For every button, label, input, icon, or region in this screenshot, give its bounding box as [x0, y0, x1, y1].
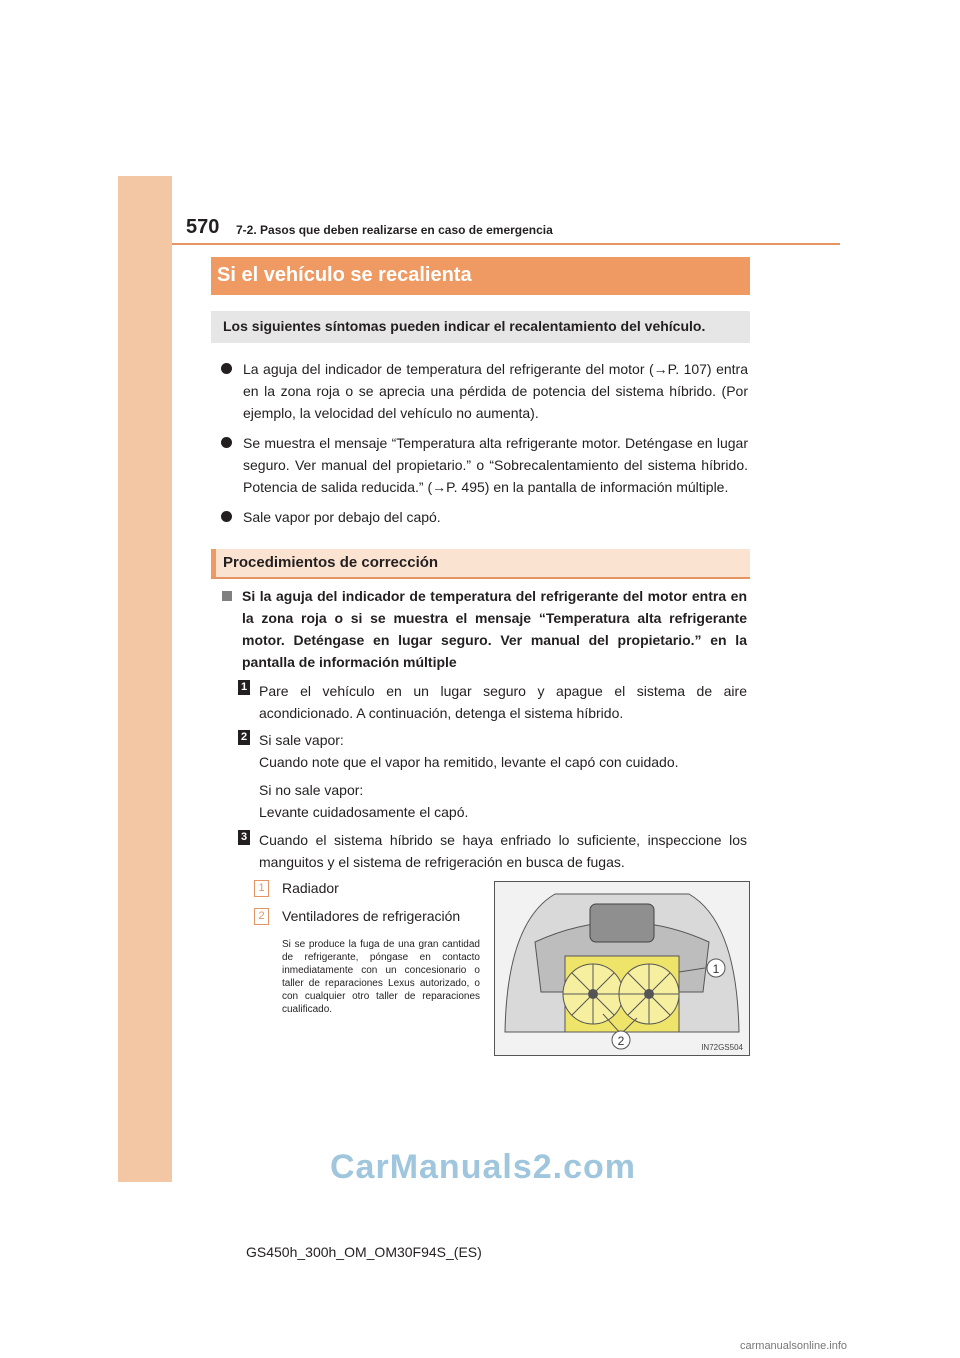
- bullet-icon: [221, 511, 232, 522]
- list-item: [221, 358, 748, 424]
- page-title: Si el vehículo se recalienta: [217, 264, 472, 286]
- legend-number-1: 1: [254, 880, 269, 897]
- legend-number-2: 2: [254, 908, 269, 925]
- step-1-text: Pare el vehículo en un lugar seguro y apague el sistema de aire acondicionado. A continuación, detenga el sistema híbrido.: [259, 683, 747, 721]
- bullet-text: La aguja del indicador de temperatura del refrigerante del motor (→P. 107) entra en la zona roja o se aprecia una pérdida de potencia del sistema híbrido. (Por ejemplo, la velocidad del vehículo no aumenta).: [243, 361, 748, 421]
- procedures-heading: Procedimientos de corrección: [223, 554, 439, 571]
- step-2-text-b: Levante cuidadosamente el capó.: [259, 804, 469, 820]
- title-bar: [211, 257, 750, 295]
- coolant-leak-note: Si se produce la fuga de una gran cantidad de refrigerante, póngase en contacto inmediatamente con un concesionario o taller de reparaciones Lexus autorizado, o con cualquier otro taller de reparaciones cualificado.: [282, 939, 480, 1015]
- step-badge-1: 1: [238, 680, 250, 695]
- svg-text:1: 1: [712, 962, 720, 976]
- bullet-icon: [221, 437, 232, 448]
- procedure-subheading: Si la aguja del indicador de temperatura del refrigerante del motor entra en la zona roja o si se muestra el mensaje “Temperatura alta refrigerante motor. Deténgase en lugar seguro. Ver manual del propietario.” en la pantalla de información múltiple: [222, 585, 747, 673]
- legend-label-radiator: Radiador: [282, 880, 339, 896]
- header-rule: [172, 243, 840, 245]
- list-item: [221, 432, 748, 498]
- step-2-text-a: Cuando note que el vapor ha remitido, levante el capó con cuidado.: [259, 754, 679, 770]
- section-title: 7-2. Pasos que deben realizarse en caso de emergencia: [236, 223, 553, 237]
- square-bullet-icon: [222, 591, 232, 601]
- legend-label-fans: Ventiladores de refrigeración: [282, 908, 461, 924]
- bullet-icon: [221, 363, 232, 374]
- intro-text: Los siguientes síntomas pueden indicar el recalentamiento del vehículo.: [223, 318, 706, 334]
- bullet-text: Se muestra el mensaje “Temperatura alta refrigerante motor. Deténgase en lugar seguro. Ver manual del propietario.” o “Sobrecalentamiento del sistema híbrido. Potencia de salida reducida.” (→P. 495) en la pantalla de información múltiple.: [243, 435, 748, 495]
- step-badge-2: 2: [238, 730, 250, 745]
- site-footer: carmanualsonline.info: [740, 1340, 848, 1352]
- procedures-heading-bar: [211, 549, 750, 579]
- side-tab-band: [118, 176, 172, 1182]
- watermark-logo: CarManuals2.com: [330, 1148, 636, 1186]
- figure-code: IN72GS504: [701, 1043, 743, 1052]
- bullet-text: Sale vapor por debajo del capó.: [243, 509, 441, 525]
- step-3-text: Cuando el sistema híbrido se haya enfriado lo suficiente, inspeccione los manguitos y el sistema de refrigeración en busca de fugas.: [259, 832, 747, 870]
- svg-text:2: 2: [617, 1034, 625, 1048]
- symptom-list: [221, 358, 748, 536]
- page-number: 570: [186, 216, 220, 238]
- engine-bay-illustration: [495, 882, 749, 1055]
- step-2-label-b: Si no sale vapor:: [259, 782, 364, 798]
- intro-bar: [211, 311, 750, 343]
- footer-doc-code: GS450h_300h_OM_OM30F94S_(ES): [246, 1244, 482, 1260]
- step-badge-3: 3: [238, 830, 250, 845]
- step-2-label-a: Si sale vapor:: [259, 732, 344, 748]
- engine-bay-figure: [494, 881, 750, 1056]
- list-item: [221, 506, 748, 528]
